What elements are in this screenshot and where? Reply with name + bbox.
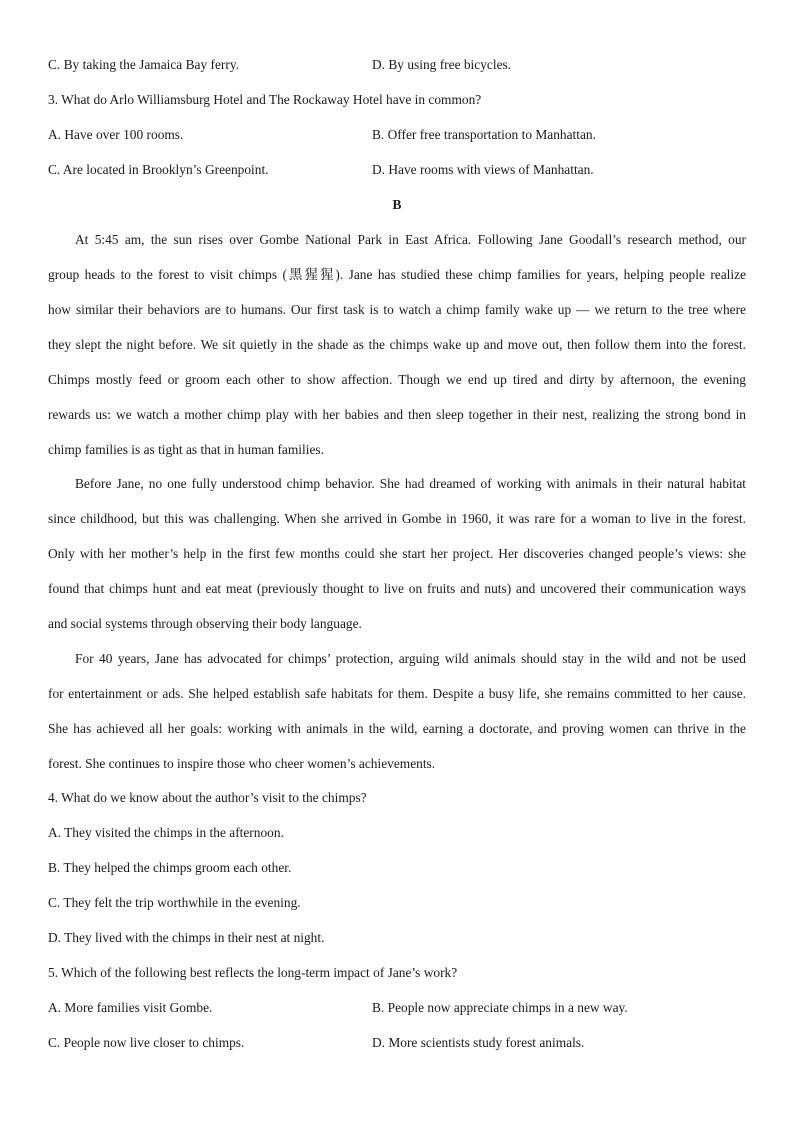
q4-option-b: B. They helped the chimps groom each other.: [48, 860, 292, 875]
passage-paragraph-3: [48, 650, 746, 790]
passage-line: At 5:45 am, the sun rises over Gombe National Park in East Africa. Following Jane Goodall’s research method, our: [75, 232, 746, 247]
q4-option-c: C. They felt the trip worthwhile in the evening.: [48, 895, 301, 910]
q2-option-d: D. By using free bicycles.: [372, 57, 512, 72]
passage-line: chimp families is as tight as that in human families.: [48, 442, 324, 457]
q3-question: 3. What do Arlo Williamsburg Hotel and The Rockaway Hotel have in common?: [48, 92, 482, 107]
passage-paragraph-2: [48, 475, 746, 650]
passage-line: Chimps mostly feed or groom each other to show affection. Though we end up tired and dirty by afternoon, the evening: [48, 372, 746, 387]
passage-line: since childhood, but this was challenging. When she arrived in Gombe in 1960, it was rare for a woman to live in the forest.: [48, 511, 746, 526]
q5-question: 5. Which of the following best reflects the long-term impact of Jane’s work?: [48, 965, 458, 980]
passage-line: She has achieved all her goals: working with animals in the wild, earning a doctorate, and proving women can thrive in the: [48, 721, 746, 736]
passage-line: Before Jane, no one fully understood chimp behavior. She had dreamed of working with animals in their natural habitat: [75, 476, 746, 491]
q5-option-d: D. More scientists study forest animals.: [372, 1035, 585, 1050]
passage-line: forest. She continues to inspire those who cheer women’s achievements.: [48, 756, 436, 771]
passage-line: rewards us: we watch a mother chimp play with her babies and then sleep together in their nest, realizing the strong bond in: [48, 407, 746, 422]
q3-option-a: A. Have over 100 rooms.: [48, 127, 184, 142]
q4-option-d: D. They lived with the chimps in their nest at night.: [48, 930, 325, 945]
passage-line: Only with her mother’s help in the first few months could she start her project. Her discoveries changed people’s views: she: [48, 546, 746, 561]
passage-line: how similar their behaviors are to humans. Our first task is to watch a chimp family wake up — we return to the tree where: [48, 302, 746, 317]
passage-line: they slept the night before. We sit quietly in the shade as the chimps wake up and move out, then follow them into the forest.: [48, 337, 746, 352]
q3-option-c: C. Are located in Brooklyn’s Greenpoint.: [48, 162, 269, 177]
q5-option-c: C. People now live closer to chimps.: [48, 1035, 245, 1050]
q3-option-d: D. Have rooms with views of Manhattan.: [372, 162, 594, 177]
q4-question: 4. What do we know about the author’s visit to the chimps?: [48, 790, 367, 805]
passage-line: found that chimps hunt and eat meat (previously thought to live on fruits and nuts) and uncovered their communication ways: [48, 581, 746, 596]
passage-line: For 40 years, Jane has advocated for chimps’ protection, arguing wild animals should stay in the wild and not be used: [75, 651, 746, 666]
passage-line: and social systems through observing their body language.: [48, 616, 362, 631]
q5-option-b: B. People now appreciate chimps in a new way.: [372, 1000, 628, 1015]
q2-option-c: C. By taking the Jamaica Bay ferry.: [48, 57, 240, 72]
q3-option-b: B. Offer free transportation to Manhattan.: [372, 127, 596, 142]
q5-option-a: A. More families visit Gombe.: [48, 1000, 213, 1015]
passage-line: group heads to the forest to visit chimps (黑猩猩). Jane has studied these chimp families for years, helping people realize: [48, 267, 746, 282]
passage-line: for entertainment or ads. She helped establish safe habitats for them. Despite a busy life, she remains committed to her cause.: [48, 686, 746, 701]
q4-option-a: A. They visited the chimps in the afternoon.: [48, 825, 284, 840]
passage-paragraph-1: [48, 231, 746, 476]
section-b-heading: B: [392, 197, 402, 212]
